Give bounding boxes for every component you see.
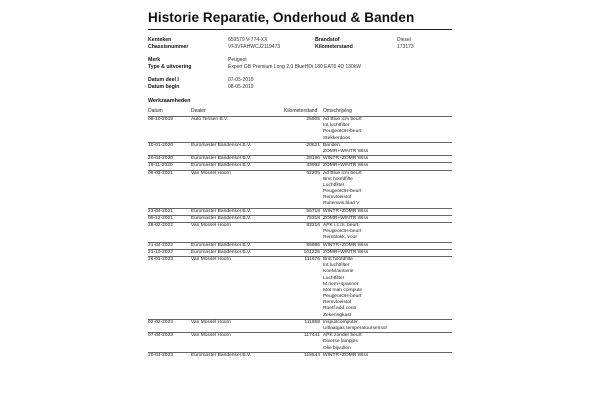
row-desc: WINTR+ZOMR Wiss — [323, 156, 369, 162]
row-desc: ZOMR+WINTR Wiss — [323, 148, 369, 154]
chassis-value: VF3VFAHWCJ2119473 — [228, 44, 281, 50]
table-row — [148, 352, 452, 359]
row-desc: Ruitenwis.blad V — [323, 201, 360, 207]
row-km: 56718 — [306, 208, 320, 214]
work-heading: Werkzaamheden — [148, 98, 191, 104]
row-desc: APK zonder beurt — [323, 333, 362, 339]
work-table — [148, 116, 452, 359]
table-row — [148, 249, 452, 256]
row-date: 21-04-2022 — [148, 242, 174, 248]
chassis-label: Chassisnummer — [148, 44, 189, 50]
page-title: Historie Reparatie, Onderhoud & Banden — [148, 10, 415, 25]
row-km: 75318 — [306, 215, 320, 221]
row-date: 20-04-2020 — [148, 156, 174, 162]
row-desc: Int luchtfilter — [323, 263, 350, 269]
row-date: 19-11-2020 — [148, 163, 173, 169]
row-km: 117441 — [304, 333, 320, 339]
row-desc: Uitlaatgas temperatuursensor — [323, 326, 388, 331]
row-km: 118544 — [304, 352, 320, 358]
table-row — [148, 142, 452, 149]
row-desc: Koelvl/antivrie — [323, 269, 354, 275]
table-row — [148, 256, 452, 263]
row-desc: Ad Blue icm beurt — [323, 117, 362, 122]
column-header-date: Datum — [148, 108, 163, 114]
table-row — [148, 170, 452, 177]
row-desc: Remvloeistof — [323, 300, 352, 306]
row-desc: Remvloeistof — [323, 195, 352, 201]
row-desc: Roetf.add.contr — [323, 306, 357, 312]
row-km: 111676 — [304, 256, 320, 262]
row-desc: M.riem+spanner — [323, 281, 359, 287]
table-row — [148, 242, 452, 249]
row-date: 20-04-2023 — [148, 352, 174, 358]
title-divider — [148, 29, 452, 30]
row-date: 10-01-2020 — [148, 142, 174, 148]
row-date: 28-02-2022 — [148, 223, 174, 228]
row-desc: Zekeringkast — [323, 312, 351, 318]
row-dealer: Van Mossel Hoorn — [191, 333, 231, 339]
km-label: Kilometerstand — [315, 44, 353, 50]
row-dealer: Van Mossel Hoorn — [191, 256, 231, 262]
row-dealer: Euromaster Bandenser.B.V. — [191, 352, 252, 358]
column-header-km: Kilometerstand — [284, 108, 318, 114]
row-date: 08-03-2021 — [148, 170, 174, 176]
table-row — [148, 215, 452, 222]
row-date: 09-12-2021 — [148, 215, 174, 221]
row-desc: Olie bijvullen — [323, 345, 351, 351]
table-row — [148, 319, 452, 326]
row-dealer: Van Mossel Hoorn — [191, 319, 231, 325]
row-date: 08-10-2019 — [148, 117, 174, 122]
row-dealer: Euromaster Bandenser.B.V. — [191, 163, 252, 169]
merk-value: Peugeot — [228, 57, 247, 63]
merk-label: Merk — [148, 57, 161, 63]
datum-begin-value: 08-05-2019 — [228, 84, 254, 90]
type-value: Expert GB Premium Long 2.0 BlueHDi 180 EAT6 4D 130kW — [228, 64, 362, 70]
kenteken-value: 659579 V-774-XX — [228, 37, 268, 43]
row-desc: ZOMR+WINTR Wiss — [323, 215, 369, 221]
row-dealer: Euromaster Bandenser.B.V. — [191, 142, 252, 148]
row-desc: WINTR+ZOMR Wiss — [323, 208, 369, 214]
row-dealer: Euromaster Bandenser.B.V. — [191, 208, 252, 214]
row-km: 25505 — [306, 117, 320, 122]
row-desc: PeugeotOH-beurt — [323, 129, 362, 135]
type-label: Type & uitvoering — [148, 64, 192, 70]
row-dealer: Euromaster Bandenser.B.V. — [191, 242, 252, 248]
row-km: 28186 — [306, 156, 320, 162]
table-row — [148, 208, 452, 215]
row-desc: Int luchtfilter — [323, 123, 350, 129]
table-row — [148, 332, 452, 339]
brandstof-label: Brandstof — [315, 37, 340, 43]
row-km: 43992 — [306, 163, 320, 169]
row-desc: Remblokk. voor — [323, 235, 357, 241]
row-dealer: Auto Tensen B.V. — [191, 117, 229, 122]
row-km: 52205 — [306, 170, 320, 176]
row-desc: Stekkerdoos — [323, 135, 351, 141]
row-desc: Brst hoofdfilte — [323, 256, 353, 262]
row-dealer: Euromaster Bandenser.B.V. — [191, 215, 252, 221]
row-date: 21-10-2022 — [148, 249, 174, 255]
row-km: 20621 — [306, 142, 320, 148]
datum-deel1-value: 07-05-2019 — [228, 77, 254, 83]
row-dealer: Euromaster Bandenser.B.V. — [191, 249, 252, 255]
row-km: 111858 — [304, 319, 320, 325]
column-header-desc: Omschrijving — [323, 108, 352, 114]
table-row — [148, 222, 452, 229]
row-desc: Inspuitcomputer — [323, 319, 358, 325]
row-date: 07-04-2023 — [148, 333, 174, 339]
table-row — [148, 155, 452, 162]
row-desc: Mot man compute — [323, 287, 363, 293]
km-value: 173173 — [397, 44, 414, 50]
column-header-dealer: Dealer — [191, 108, 206, 114]
row-desc: Luchtfilter — [323, 275, 345, 281]
row-desc: WINTR+ZOMR Wiss — [323, 242, 369, 248]
row-km: 86986 — [306, 242, 320, 248]
kenteken-label: Kenteken — [148, 37, 172, 43]
row-desc: PeugeotOH-beurt — [323, 294, 362, 300]
row-desc: ZOMR+WINTR Wiss — [323, 249, 369, 255]
row-km: 83216 — [306, 223, 320, 228]
row-desc: Ad Blue icm beurt — [323, 170, 362, 176]
row-dealer: Van Mossel Hoorn — [191, 223, 231, 228]
datum-begin-label: Datum begin — [148, 84, 180, 90]
datum-deel1-label: Datum deel I — [148, 77, 179, 83]
row-desc: PeugeotOH-beurt — [323, 189, 362, 195]
row-desc: Diverse lampjes — [323, 339, 358, 345]
row-desc: WINTR+ZOMR Wiss — [323, 352, 369, 358]
row-desc: Brst hoofdfilte — [323, 176, 353, 182]
table-row — [148, 162, 452, 169]
row-date: 26-01-2023 — [148, 256, 174, 262]
brandstof-value: Diesel — [397, 37, 411, 43]
row-desc: APK i.c.m. beurt — [323, 223, 359, 228]
row-km: 101225 — [303, 249, 320, 255]
row-dealer: Euromaster Bandenser.B.V. — [191, 156, 252, 162]
row-desc: PeugeotOH-beurt — [323, 229, 362, 235]
row-desc: ZOMR+WINTR Wiss — [323, 163, 369, 169]
table-row — [148, 116, 452, 123]
row-desc: Banden — [323, 142, 340, 148]
row-date: 23-04-2021 — [148, 208, 174, 214]
row-date: 02-02-2023 — [148, 319, 174, 325]
row-desc: Luchtfilter — [323, 182, 345, 188]
row-dealer: Van Mossel Hoorn — [191, 170, 231, 176]
